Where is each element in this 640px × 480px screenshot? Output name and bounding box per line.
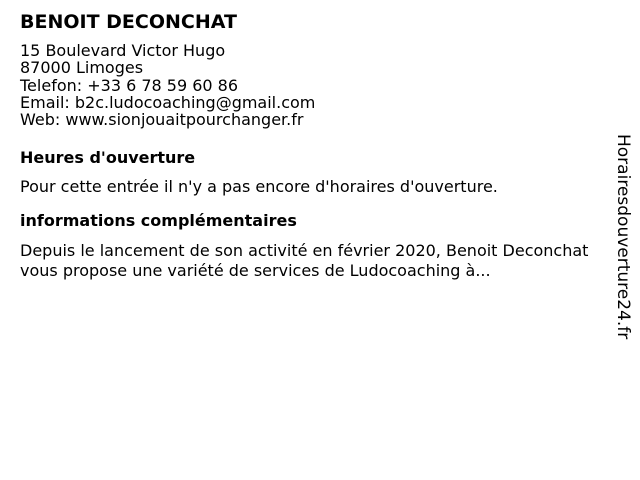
opening-hours-title: Heures d'ouverture [20, 148, 196, 168]
business-name: BENOIT DECONCHAT [20, 11, 237, 33]
email-line: Email: b2c.ludocoaching@gmail.com [20, 92, 316, 112]
additional-info-title: informations complémentaires [20, 211, 297, 231]
web-line: Web: www.sionjouaitpourchanger.fr [20, 110, 304, 130]
address-city: 87000 Limoges [20, 58, 144, 78]
site-watermark: Horairesdouverture24.fr [613, 134, 633, 340]
additional-info-text: Depuis le lancement de son activité en février 2020, Benoit Deconchat vous propose une variété de services de Ludocoaching à... [20, 241, 589, 281]
address-street: 15 Boulevard Victor Hugo [20, 41, 226, 60]
opening-hours-text: Pour cette entrée il n'y a pas encore d'horaires d'ouverture. [20, 177, 498, 197]
phone-line: Telefon: +33 6 78 59 60 86 [20, 75, 239, 95]
business-card [20, 9, 590, 281]
